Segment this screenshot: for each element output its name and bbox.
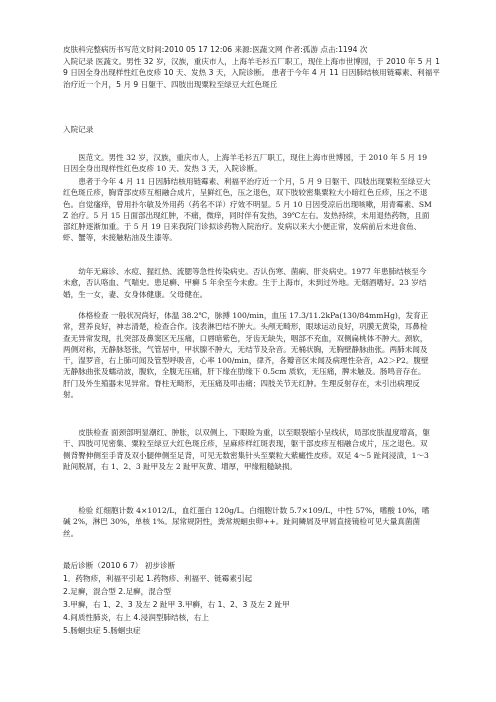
diagnosis-line: 1．药物疹，利福平引起 1.药物疹、利福平、链霉素引起 xyxy=(63,574,253,583)
diagnosis-line: 2.足癣，混合型 2.足癣，混合型 xyxy=(63,587,172,596)
record-paragraph-6: 检验 红细胞计数 4×1012/L，血红蛋白 120g/L。白细胞计数 5.7×109/L，中性 57%，嗜酸 10%，嗜碱 2%，淋巴 30%，单核 1%。尿常规阴性，粪常规蛔虫卵++。趾间鳞屑及甲屑直接镜检可见大量真菌菌丝。 xyxy=(63,506,430,538)
diagnosis-line: 5.肠蛔虫症 5.肠蛔虫症 xyxy=(63,626,141,635)
admission-summary: 入院记录 医蔬文。男性 32 岁，汉族，重庆市人，上海羊毛衫五厂职工，现住上海市世博园，于 2010 年 5 月 19 日因全身出现样性红色皮疹 10 天、发热 3 天，入院诊断。 患者于今年 4 月 11 日因肺结核用链霉素、利福平治疗近一个月，5 月 9 日躯干、四肢出现粟粒至绿豆大红色斑丘 xyxy=(63,57,440,89)
diagnosis-line: 4.间质性肺炎，右上 4.浸润型肺结核，右上 xyxy=(63,613,209,622)
record-paragraph-5: 皮肤检查 面颈部明显潮红、肿胀，以双侧上、下眼睑为重，以至眼裂缩小呈线状，局部皮肤温度增高，躯干、四肢可见密集、粟粒至绿豆大红色斑丘疹，呈麻疹样红斑表现，躯干部皮疹互相融合成片，压之退色。双侧背臀伸侧至手背及双小腿伸侧至足背，可见无数密集针头至粟粒大紫癜性皮疹。双足 4～5 趾间浸渍，1～3 趾间脱屑，右 1、2、3 趾甲及左 2 趾甲灰黄、增厚，甲缘粗糙缺损。 xyxy=(63,428,430,471)
section-label: 入院记录 xyxy=(63,125,94,134)
record-paragraph-4: 体格检查 一般状况尚好，体温 38.2℃，脉搏 100/min，血压 17.3/11.2kPa(130/84mmHg)，发育正常，营养良好，神志清楚，检查合作。浅表淋巴结不肿大。头颅无畸形，眼球运动良好，巩膜无黄染，耳鼻检查无异常发现，扎突部及鼻窦区无压痛，口唇暗紫色，牙齿无缺失，咽部不充血，双侧扁桃体不肿大。颈软，两侧对称，无静脉怒张，气管居中，甲状腺不肿大，无结节及杂音。无桶状胸，无胸壁静脉曲张。两肺未闻及干，湿罗音，右上肺可闻及管型呼吸音，心率 100/min，律齐，各瓣音区未闻及病理性杂音，A2＞P2。腹壁无静脉曲张及蠕动波，腹软，全腹无压痛，肝下缘在肋缘下 0.5cm 质软，无压痛，脾未触及。肠鸣音存在。肝门及外生殖器未见异常。脊柱无畸形，无压痛及叩击痛；四肢关节无红肿。生理反射存在，未引出病理反射。 xyxy=(63,311,429,400)
record-paragraph-1: 医范文。男性 32 岁，汉族，重庆市人，上海羊毛衫五厂职工，现住上海市世博园，于 2010 年 5 月 19 日因全身出现样性红色皮疹 10 天、发热 3 天，入院诊断。 xyxy=(63,153,428,174)
record-paragraph-3: 幼年无麻诊、水痘、猩红热、流腮等急性传染病史。否认伤寒、菌痢、肝炎病史。1977 年患肺结核至今未愈，否认咯血、气喘史。患足癣、甲癣 5 年余至今未愈。生于上海市，未到过外地。无烟酒嗜好。23 岁结婚，生一女，妻、女身体健康。父母健在。 xyxy=(63,267,427,299)
diagnosis-title: 最后诊断（2010 6 7） 初步诊断 xyxy=(63,561,176,570)
document-header-line: 皮肤科完整病历书写范文时间:2010 05 17 12:06 来源:医蔬文网 作者:孤游 点击:1194 次 xyxy=(63,45,368,54)
record-paragraph-2: 患者于今年 4 月 11 日因肺结核用链霉素、利福平治疗近一个月，5 月 9 日躯干、四肢出现粟粒至绿豆大红色斑丘疹，胸背部皮疹互相融合成片，呈鲜红色，压之退色，双下肢较密集粟粒大小暗红色丘疹，压之不退色。自觉瘙痒，曾用扑尔敏及外用药（药名不详）疗效不明显。5 月 10 日因受凉后出现咳嗽，用青霉素、SMZ 治疗。5 月 15 日面部出现红肿，不痛，微痒，同时伴有发热，39℃左右。发热持续，未用退热药物，且面部红肿逐渐加重。于 5 月 19 日来我院门诊拟诊药物入院治疗。发病以来大小便正常，发病前后未进食鱼、虾、蟹等，未接触粘油及生漆等。 xyxy=(63,177,432,243)
diagnosis-line: 3.甲癣，右 1、2、3 及左 2 趾甲 3.甲癣，右 1、2、3 及左 2 趾甲 xyxy=(63,600,290,609)
